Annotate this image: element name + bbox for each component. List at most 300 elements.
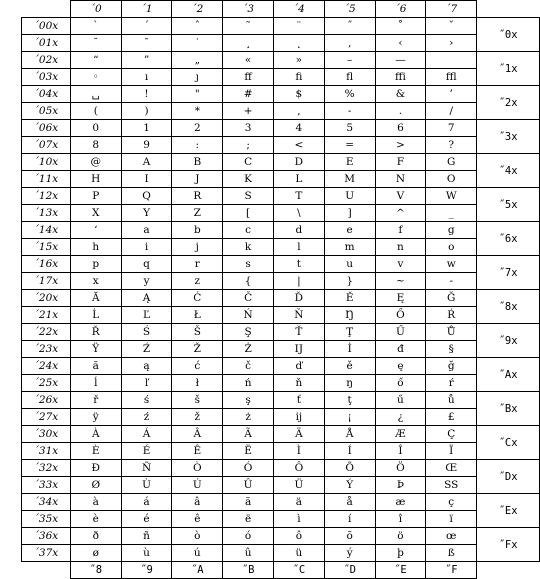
glyph-cell: U	[324, 188, 375, 205]
glyph-cell: =	[324, 137, 375, 154]
glyph-cell: Ű	[375, 324, 426, 341]
glyph-cell: ô	[273, 528, 324, 545]
table-row	[22, 171, 540, 188]
table-row	[22, 528, 540, 545]
table-row	[22, 52, 540, 69]
glyph-cell: ø	[70, 545, 121, 562]
glyph-cell: Ă	[70, 290, 121, 307]
table-row	[22, 205, 540, 222]
row-group-label: ˝Cx	[477, 426, 540, 460]
glyph-cell: "	[172, 86, 223, 103]
glyph-cell: ¡	[324, 409, 375, 426]
glyph-cell: ł	[172, 375, 223, 392]
glyph-cell: ð	[70, 528, 121, 545]
glyph-cell: ‘	[70, 222, 121, 239]
glyph-cell: “	[70, 52, 121, 69]
row-label: ´32x	[22, 460, 71, 477]
column-header: ´1	[121, 1, 172, 18]
glyph-cell: Ü	[273, 477, 324, 494]
glyph-cell: fi	[273, 69, 324, 86]
glyph-cell: E	[324, 154, 375, 171]
glyph-cell: )	[121, 103, 172, 120]
glyph-cell: K	[223, 171, 274, 188]
glyph-cell: Ź	[121, 341, 172, 358]
glyph-cell: <	[273, 137, 324, 154]
column-footer: ˝A	[172, 562, 223, 579]
glyph-cell: n	[375, 239, 426, 256]
glyph-cell: Â	[172, 426, 223, 443]
glyph-cell: þ	[375, 545, 426, 562]
glyph-cell: ^	[375, 205, 426, 222]
glyph-cell: Ń	[223, 307, 274, 324]
glyph-cell: Ý	[324, 477, 375, 494]
glyph-cell: ş	[223, 392, 274, 409]
glyph-cell: +	[223, 103, 274, 120]
glyph-cell: ]	[324, 205, 375, 222]
glyph-cell: b	[172, 222, 223, 239]
glyph-cell	[426, 52, 477, 69]
row-label: ´23x	[22, 341, 71, 358]
glyph-cell: Ż	[223, 341, 274, 358]
table-row	[22, 426, 540, 443]
glyph-cell: Ø	[70, 477, 121, 494]
glyph-cell: Ê	[172, 443, 223, 460]
table-row	[22, 18, 540, 35]
table-row	[22, 154, 540, 171]
glyph-cell: Ò	[172, 460, 223, 477]
glyph-cell: W	[426, 188, 477, 205]
glyph-cell: o	[426, 239, 477, 256]
row-label: ´24x	[22, 358, 71, 375]
glyph-cell: ă	[70, 358, 121, 375]
glyph-cell: j	[172, 239, 223, 256]
glyph-cell: Ň	[273, 307, 324, 324]
glyph-cell: ğ	[426, 358, 477, 375]
glyph-cell: V	[375, 188, 426, 205]
glyph-cell: ı	[121, 69, 172, 86]
glyph-cell: ľ	[121, 375, 172, 392]
glyph-cell: h	[70, 239, 121, 256]
glyph-cell: t	[273, 256, 324, 273]
row-group-label: ˝Bx	[477, 392, 540, 426]
glyph-cell: @	[70, 154, 121, 171]
row-label: ´03x	[22, 69, 71, 86]
glyph-cell: `	[70, 18, 121, 35]
table-row	[22, 375, 540, 392]
glyph-cell: Ô	[273, 460, 324, 477]
glyph-cell: ň	[273, 375, 324, 392]
table-row	[22, 494, 540, 511]
glyph-cell: ␣	[70, 86, 121, 103]
glyph-cell: Q	[121, 188, 172, 205]
table-row	[22, 290, 540, 307]
row-group-label: ˝Fx	[477, 528, 540, 562]
column-header: ´2	[172, 1, 223, 18]
glyph-cell: ffi	[375, 69, 426, 86]
glyph-cell: č	[223, 358, 274, 375]
glyph-cell: ◦	[70, 69, 121, 86]
glyph-cell: ę	[375, 358, 426, 375]
glyph-cell: È	[70, 443, 121, 460]
glyph-cell: Ţ	[324, 324, 375, 341]
glyph-cell: R	[172, 188, 223, 205]
glyph-cell: 1	[121, 120, 172, 137]
glyph-cell: ö	[375, 528, 426, 545]
glyph-cell: f	[375, 222, 426, 239]
row-label: ´30x	[22, 426, 71, 443]
row-label: ´34x	[22, 494, 71, 511]
glyph-cell: *	[172, 103, 223, 120]
glyph-cell: Y	[121, 205, 172, 222]
glyph-cell: Á	[121, 426, 172, 443]
glyph-cell: Ş	[223, 324, 274, 341]
group-header-blank	[477, 1, 540, 18]
glyph-cell: ã	[223, 494, 274, 511]
glyph-cell: œ	[426, 528, 477, 545]
glyph-cell: ¯	[121, 35, 172, 52]
glyph-cell: ä	[273, 494, 324, 511]
column-header-row	[22, 1, 540, 18]
column-header: ´4	[273, 1, 324, 18]
glyph-cell: Ą	[121, 290, 172, 307]
glyph-cell: û	[223, 545, 274, 562]
table-row	[22, 103, 540, 120]
glyph-cell: ú	[172, 545, 223, 562]
glyph-cell: Ú	[172, 477, 223, 494]
glyph-cell: ›	[426, 35, 477, 52]
glyph-cell: đ	[375, 341, 426, 358]
glyph-cell: ü	[273, 545, 324, 562]
glyph-cell: ,	[273, 103, 324, 120]
table-row	[22, 307, 540, 324]
glyph-cell: {	[223, 273, 274, 290]
glyph-cell: ;	[223, 137, 274, 154]
row-label: ´35x	[22, 511, 71, 528]
glyph-cell: P	[70, 188, 121, 205]
glyph-cell: &	[375, 86, 426, 103]
glyph-cell: Î	[375, 443, 426, 460]
column-footer: ˝E	[375, 562, 426, 579]
font-table-container	[21, 0, 540, 579]
glyph-cell: „	[172, 52, 223, 69]
row-group-label: ˝0x	[477, 18, 540, 52]
glyph-cell: %	[324, 86, 375, 103]
glyph-cell: ď	[273, 358, 324, 375]
glyph-cell: Ł	[172, 307, 223, 324]
glyph-cell: ŕ	[426, 375, 477, 392]
glyph-cell: 0	[70, 120, 121, 137]
glyph-cell: ˜	[223, 18, 274, 35]
glyph-cell: H	[70, 171, 121, 188]
row-label: ´31x	[22, 443, 71, 460]
glyph-cell: À	[70, 426, 121, 443]
glyph-cell: Ć	[172, 290, 223, 307]
table-row	[22, 341, 540, 358]
glyph-cell: O	[426, 171, 477, 188]
glyph-cell: \	[273, 205, 324, 222]
row-group-label: ˝Ex	[477, 494, 540, 528]
glyph-cell: l	[273, 239, 324, 256]
glyph-cell: é	[121, 511, 172, 528]
glyph-cell: .	[375, 103, 426, 120]
glyph-cell: S	[223, 188, 274, 205]
glyph-cell: ç	[426, 494, 477, 511]
glyph-cell: Ť	[273, 324, 324, 341]
row-label: ´37x	[22, 545, 71, 562]
glyph-cell: _	[426, 205, 477, 222]
glyph-cell: Ì	[273, 443, 324, 460]
glyph-cell: Å	[324, 426, 375, 443]
glyph-cell: SS	[426, 477, 477, 494]
table-row	[22, 358, 540, 375]
row-label: ´14x	[22, 222, 71, 239]
glyph-cell: Ğ	[426, 290, 477, 307]
glyph-cell: ì	[273, 511, 324, 528]
glyph-cell: «	[223, 52, 274, 69]
column-footer: ˝9	[121, 562, 172, 579]
glyph-cell: 9	[121, 137, 172, 154]
glyph-cell: ť	[273, 392, 324, 409]
glyph-cell: ű	[375, 392, 426, 409]
glyph-cell: ý	[324, 545, 375, 562]
glyph-cell: £	[426, 409, 477, 426]
glyph-cell: ’	[426, 86, 477, 103]
glyph-cell: ř	[70, 392, 121, 409]
glyph-cell: }	[324, 273, 375, 290]
glyph-cell: 6	[375, 120, 426, 137]
glyph-cell: -	[324, 103, 375, 120]
table-row	[22, 460, 540, 477]
glyph-cell: Ľ	[121, 307, 172, 324]
row-label: ´12x	[22, 188, 71, 205]
glyph-cell: ë	[223, 511, 274, 528]
glyph-cell: #	[223, 86, 274, 103]
glyph-cell: r	[172, 256, 223, 273]
glyph-cell: Œ	[426, 460, 477, 477]
glyph-cell: ij	[273, 409, 324, 426]
row-label: ´05x	[22, 103, 71, 120]
row-group-label: ˝5x	[477, 188, 540, 222]
glyph-cell: Ď	[273, 290, 324, 307]
row-label: ´04x	[22, 86, 71, 103]
row-group-label: ˝9x	[477, 324, 540, 358]
row-group-label: ˝Ax	[477, 358, 540, 392]
glyph-cell: -	[426, 273, 477, 290]
glyph-cell: ”	[121, 52, 172, 69]
row-group-label: ˝Dx	[477, 460, 540, 494]
glyph-cell: ffl	[426, 69, 477, 86]
table-row	[22, 69, 540, 86]
table-row	[22, 222, 540, 239]
table-row	[22, 273, 540, 290]
glyph-cell: ff	[223, 69, 274, 86]
glyph-cell: ß	[426, 545, 477, 562]
glyph-cell: Ã	[223, 426, 274, 443]
glyph-cell: Ù	[121, 477, 172, 494]
table-row	[22, 35, 540, 52]
column-footer: ˝F	[426, 562, 477, 579]
glyph-cell: ĺ	[70, 375, 121, 392]
row-label: ´11x	[22, 171, 71, 188]
glyph-cell: T	[273, 188, 324, 205]
glyph-cell: ŋ	[324, 375, 375, 392]
glyph-cell: :	[172, 137, 223, 154]
table-row	[22, 409, 540, 426]
row-label: ´20x	[22, 290, 71, 307]
glyph-cell: Z	[172, 205, 223, 222]
glyph-cell: Ÿ	[70, 341, 121, 358]
glyph-cell: –	[324, 52, 375, 69]
glyph-cell: ź	[121, 409, 172, 426]
column-footer: ˝C	[273, 562, 324, 579]
row-group-label: ˝3x	[477, 120, 540, 154]
glyph-cell: —	[375, 52, 426, 69]
row-label: ´21x	[22, 307, 71, 324]
row-label: ´16x	[22, 256, 71, 273]
glyph-cell: 2	[172, 120, 223, 137]
glyph-cell: c	[223, 222, 274, 239]
glyph-cell: 7	[426, 120, 477, 137]
glyph-cell: 8	[70, 137, 121, 154]
glyph-cell: Ŕ	[426, 307, 477, 324]
glyph-cell: Ŋ	[324, 307, 375, 324]
glyph-cell: ˆ	[172, 18, 223, 35]
row-group-label: ˝2x	[477, 86, 540, 120]
glyph-cell: ò	[172, 528, 223, 545]
glyph-cell: q	[121, 256, 172, 273]
glyph-cell: I	[121, 171, 172, 188]
row-label: ´33x	[22, 477, 71, 494]
glyph-cell: Č	[223, 290, 274, 307]
glyph-cell: L	[273, 171, 324, 188]
column-header: ´5	[324, 1, 375, 18]
glyph-cell: ¸	[223, 35, 274, 52]
glyph-cell: Ř	[70, 324, 121, 341]
font-encoding-table	[21, 0, 540, 579]
glyph-cell: F	[375, 154, 426, 171]
row-label: ´00x	[22, 18, 71, 35]
glyph-cell: ˇ	[426, 18, 477, 35]
glyph-cell: |	[273, 273, 324, 290]
row-label: ´27x	[22, 409, 71, 426]
glyph-cell: ÿ	[70, 409, 121, 426]
glyph-cell: y	[121, 273, 172, 290]
column-footer: ˝8	[70, 562, 121, 579]
glyph-cell: !	[121, 86, 172, 103]
glyph-cell: ~	[375, 273, 426, 290]
table-row	[22, 256, 540, 273]
glyph-cell: Ë	[223, 443, 274, 460]
row-label: ´10x	[22, 154, 71, 171]
glyph-cell: N	[375, 171, 426, 188]
glyph-cell: /	[426, 103, 477, 120]
glyph-cell: ž	[172, 409, 223, 426]
row-label: ´15x	[22, 239, 71, 256]
glyph-cell: u	[324, 256, 375, 273]
glyph-cell: v	[375, 256, 426, 273]
glyph-cell: Ě	[324, 290, 375, 307]
table-row	[22, 188, 540, 205]
glyph-cell: k	[223, 239, 274, 256]
glyph-cell: É	[121, 443, 172, 460]
table-row	[22, 545, 540, 562]
glyph-cell: Ő	[375, 307, 426, 324]
glyph-cell: ţ	[324, 392, 375, 409]
glyph-cell: ˙	[172, 35, 223, 52]
glyph-cell: m	[324, 239, 375, 256]
row-label: ´17x	[22, 273, 71, 290]
row-label: ´22x	[22, 324, 71, 341]
row-label: ´26x	[22, 392, 71, 409]
glyph-cell: »	[273, 52, 324, 69]
glyph-cell: ć	[172, 358, 223, 375]
glyph-cell: Ä	[273, 426, 324, 443]
glyph-cell: w	[426, 256, 477, 273]
glyph-cell: ñ	[121, 528, 172, 545]
glyph-cell: Ę	[375, 290, 426, 307]
glyph-cell: C	[223, 154, 274, 171]
glyph-cell: ń	[223, 375, 274, 392]
row-label: ´02x	[22, 52, 71, 69]
glyph-cell: Ĳ	[273, 341, 324, 358]
table-row	[22, 511, 540, 528]
column-header: ´6	[375, 1, 426, 18]
glyph-cell: z	[172, 273, 223, 290]
column-header: ´0	[70, 1, 121, 18]
glyph-cell: Ó	[223, 460, 274, 477]
glyph-cell: ą	[121, 358, 172, 375]
glyph-cell: p	[70, 256, 121, 273]
glyph-cell: Ç	[426, 426, 477, 443]
glyph-cell: s	[223, 256, 274, 273]
row-label: ´07x	[22, 137, 71, 154]
glyph-cell: ˛	[273, 35, 324, 52]
row-label: ´25x	[22, 375, 71, 392]
glyph-cell: Í	[324, 443, 375, 460]
glyph-cell: š	[172, 392, 223, 409]
glyph-cell: î	[375, 511, 426, 528]
glyph-cell: M	[324, 171, 375, 188]
glyph-cell: G	[426, 154, 477, 171]
glyph-cell: ´	[121, 18, 172, 35]
glyph-cell: ù	[121, 545, 172, 562]
column-footer: ˝B	[223, 562, 274, 579]
column-footer: ˝D	[324, 562, 375, 579]
table-row	[22, 324, 540, 341]
table-row	[22, 86, 540, 103]
column-header: ´3	[223, 1, 274, 18]
row-group-label: ˝8x	[477, 290, 540, 324]
glyph-cell: à	[70, 494, 121, 511]
glyph-cell: A	[121, 154, 172, 171]
glyph-cell: ȷ	[172, 69, 223, 86]
glyph-cell: æ	[375, 494, 426, 511]
table-row	[22, 477, 540, 494]
glyph-cell: ě	[324, 358, 375, 375]
glyph-cell: 5	[324, 120, 375, 137]
glyph-cell: Ś	[121, 324, 172, 341]
glyph-cell: è	[70, 511, 121, 528]
glyph-cell: Ž	[172, 341, 223, 358]
glyph-cell: Æ	[375, 426, 426, 443]
glyph-cell: ¿	[375, 409, 426, 426]
glyph-cell: ó	[223, 528, 274, 545]
glyph-cell: Ï	[426, 443, 477, 460]
table-row	[22, 120, 540, 137]
column-header: ´7	[426, 1, 477, 18]
glyph-cell: õ	[324, 528, 375, 545]
table-row	[22, 443, 540, 460]
